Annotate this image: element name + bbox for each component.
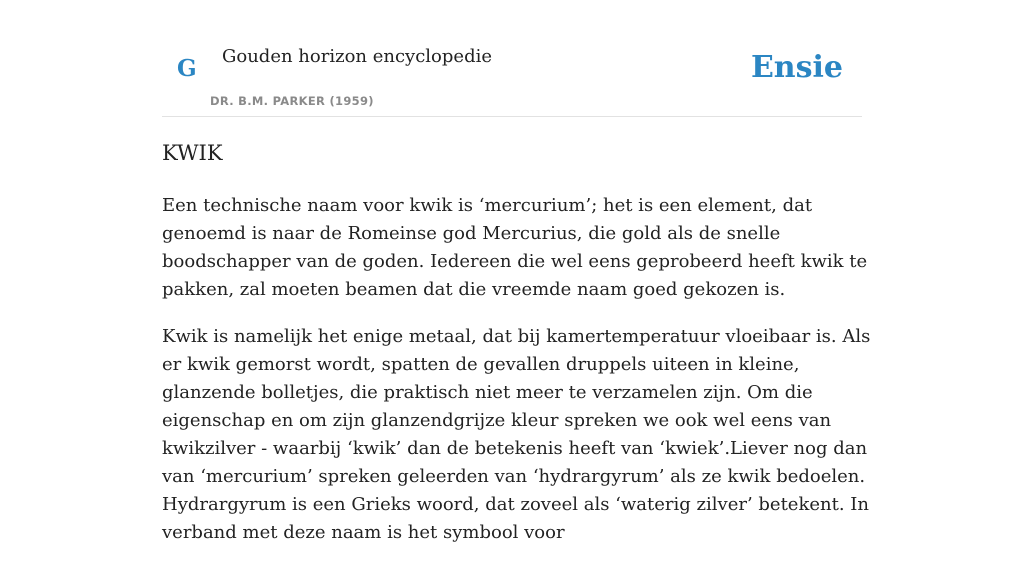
entry-paragraph: Kwik is namelijk het enige metaal, dat bij kamertemperatuur vloeibaar is. Als er kwik gemorst wordt, spatten de gevallen druppels uiteen in kleine, glanzende bolletjes, die praktisch niet meer te verzamelen zijn. Om die eigenschap en om zijn glanzendgrijze kleur spreken we ook wel eens van kwikzilver - waarbij ‘kwik’ dan de betekenis heeft van ‘kwiek’.Liever nog dan van ‘mercurium’ spreken geleerden van ‘hydrargyrum’ als ze kwik bedoelen. Hydrargyrum is een Grieks woord, dat zoveel als ‘waterig zilver’ betekent. In verband met deze naam is het symbool voor — [162, 326, 871, 543]
entry-body — [162, 192, 874, 566]
author-label: DR. B.M. PARKER (1959) — [210, 94, 374, 108]
book-title-link[interactable]: Gouden horizon encyclopedie — [222, 46, 492, 67]
entry-paragraph: Een technische naam voor kwik is ‘mercurium’; het is een element, dat genoemd is naar de Romeinse god Mercurius, die gold als de snelle boodschapper van de goden. Iedereen die wel eens geprobeerd heeft kwik te pakken, zal moeten beamen dat die vreemde naam goed gekozen is. — [162, 195, 868, 300]
book-logo-icon[interactable]: G — [177, 55, 197, 82]
ensie-logo-link[interactable]: Ensie — [750, 50, 843, 85]
entry-title: KWIK — [162, 141, 223, 165]
header — [162, 0, 862, 117]
